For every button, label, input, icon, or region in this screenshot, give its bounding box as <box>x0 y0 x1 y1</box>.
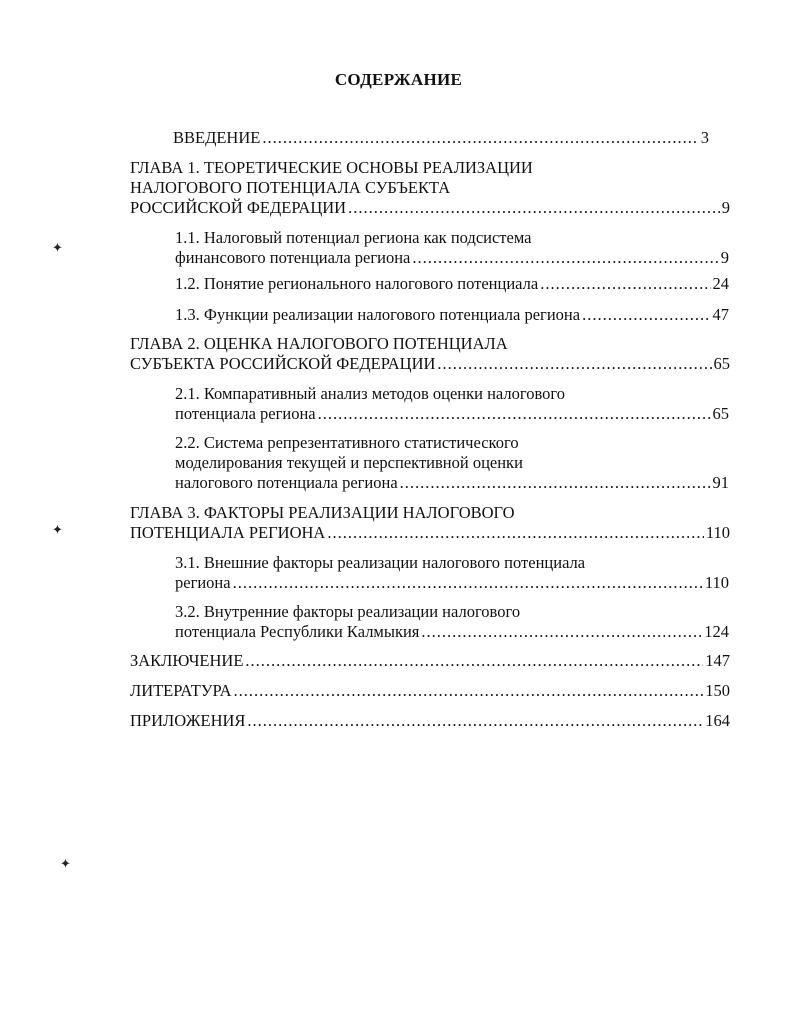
toc-entry-text: НАЛОГОВОГО ПОТЕНЦИАЛА СУБЪЕКТА <box>130 178 451 197</box>
toc-entry-text: СУБЪЕКТА РОССИЙСКОЙ ФЕДЕРАЦИИ <box>130 354 436 373</box>
dot-leader <box>540 274 710 294</box>
toc-entry-section-3-2 <box>175 602 729 642</box>
toc-page-number: 65 <box>713 354 730 373</box>
toc-entry-text: налогового потенциала региона <box>175 473 398 492</box>
toc-entry-text: финансового потенциала региона <box>175 248 411 267</box>
toc-entry-text: 2.2. Система репрезентативного статистического <box>175 433 519 452</box>
dot-leader <box>437 354 711 374</box>
toc-entry-text: потенциала Республики Калмыкия <box>175 622 420 641</box>
toc-page-number: 147 <box>705 651 730 670</box>
scan-speck: ✦ <box>60 856 71 871</box>
toc-entry-chapter-3 <box>130 503 730 543</box>
toc-page-number: 124 <box>704 622 729 641</box>
scan-speck: ✦ <box>52 522 63 537</box>
toc-entry-text: ЗАКЛЮЧЕНИЕ <box>130 651 244 670</box>
toc-page-number: 91 <box>712 473 729 492</box>
toc-page-number: 3 <box>700 128 709 147</box>
toc-entry-introduction <box>173 128 709 148</box>
toc-entry-text: моделирования текущей и перспективной оценки <box>175 453 523 472</box>
toc-page-number: 9 <box>721 198 730 217</box>
toc-page-number: 164 <box>705 711 730 730</box>
toc-entry-section-3-1 <box>175 553 729 593</box>
dot-leader <box>318 404 711 424</box>
dot-leader <box>234 681 704 701</box>
scan-speck: ✦ <box>52 240 63 255</box>
toc-entry-text: ВВЕДЕНИЕ <box>173 128 261 147</box>
toc-page-number: 47 <box>712 305 729 324</box>
toc-entry-chapter-2 <box>130 334 730 374</box>
dot-leader <box>421 622 702 642</box>
toc-entry-text: ПОТЕНЦИАЛА РЕГИОНА <box>130 523 326 542</box>
dot-leader <box>412 248 718 268</box>
toc-entry-text: 1.1. Налоговый потенциал региона как подсистема <box>175 228 532 247</box>
dot-leader <box>327 523 704 543</box>
toc-entry-section-2-1 <box>175 384 729 424</box>
toc-entry-text: 3.2. Внутренние факторы реализации налогового <box>175 602 521 621</box>
page-title: СОДЕРЖАНИЕ <box>334 70 463 89</box>
toc-entry-text: 1.3. Функции реализации налогового потенциала региона <box>175 305 581 324</box>
toc-page-number: 24 <box>712 274 729 293</box>
toc-entry-text: ГЛАВА 1. ТЕОРЕТИЧЕСКИЕ ОСНОВЫ РЕАЛИЗАЦИИ <box>130 158 533 177</box>
toc-entry-text: ГЛАВА 3. ФАКТОРЫ РЕАЛИЗАЦИИ НАЛОГОВОГО <box>130 503 515 522</box>
toc-entry-text: ЛИТЕРАТУРА <box>130 681 232 700</box>
toc-entry-literature <box>130 681 730 701</box>
toc-entry-text: 3.1. Внешние факторы реализации налогового потенциала <box>175 553 586 572</box>
toc-entry-text: 1.2. Понятие регионального налогового потенциала <box>175 274 539 293</box>
toc-entry-appendices <box>130 711 730 731</box>
dot-leader <box>582 305 710 325</box>
toc-entry-text: региона <box>175 573 231 592</box>
toc-entry-text: 2.1. Компаративный анализ методов оценки налогового <box>175 384 565 403</box>
toc-entry-section-1-3 <box>175 305 729 325</box>
toc-entry-text: ПРИЛОЖЕНИЯ <box>130 711 246 730</box>
toc-entry-section-1-2 <box>175 274 729 294</box>
toc-page-number: 110 <box>705 523 730 542</box>
toc-page-number: 150 <box>705 681 730 700</box>
toc-page-number: 9 <box>720 248 729 267</box>
toc-entry-conclusion <box>130 651 730 671</box>
toc-entry-chapter-1 <box>130 158 730 218</box>
toc-entry-section-1-1 <box>175 228 729 268</box>
dot-leader <box>247 711 703 731</box>
dot-leader <box>400 473 711 493</box>
toc-entry-section-2-2 <box>175 433 729 493</box>
toc-page-number: 65 <box>712 404 729 423</box>
toc-entry-text: потенциала региона <box>175 404 316 423</box>
toc-entry-text: ГЛАВА 2. ОЦЕНКА НАЛОГОВОГО ПОТЕНЦИАЛА <box>130 334 508 353</box>
dot-leader <box>262 128 698 148</box>
toc-page-number: 110 <box>704 573 729 592</box>
dot-leader <box>348 198 720 218</box>
dot-leader <box>245 651 703 671</box>
toc-entry-text: РОССИЙСКОЙ ФЕДЕРАЦИИ <box>130 198 347 217</box>
dot-leader <box>233 573 703 593</box>
